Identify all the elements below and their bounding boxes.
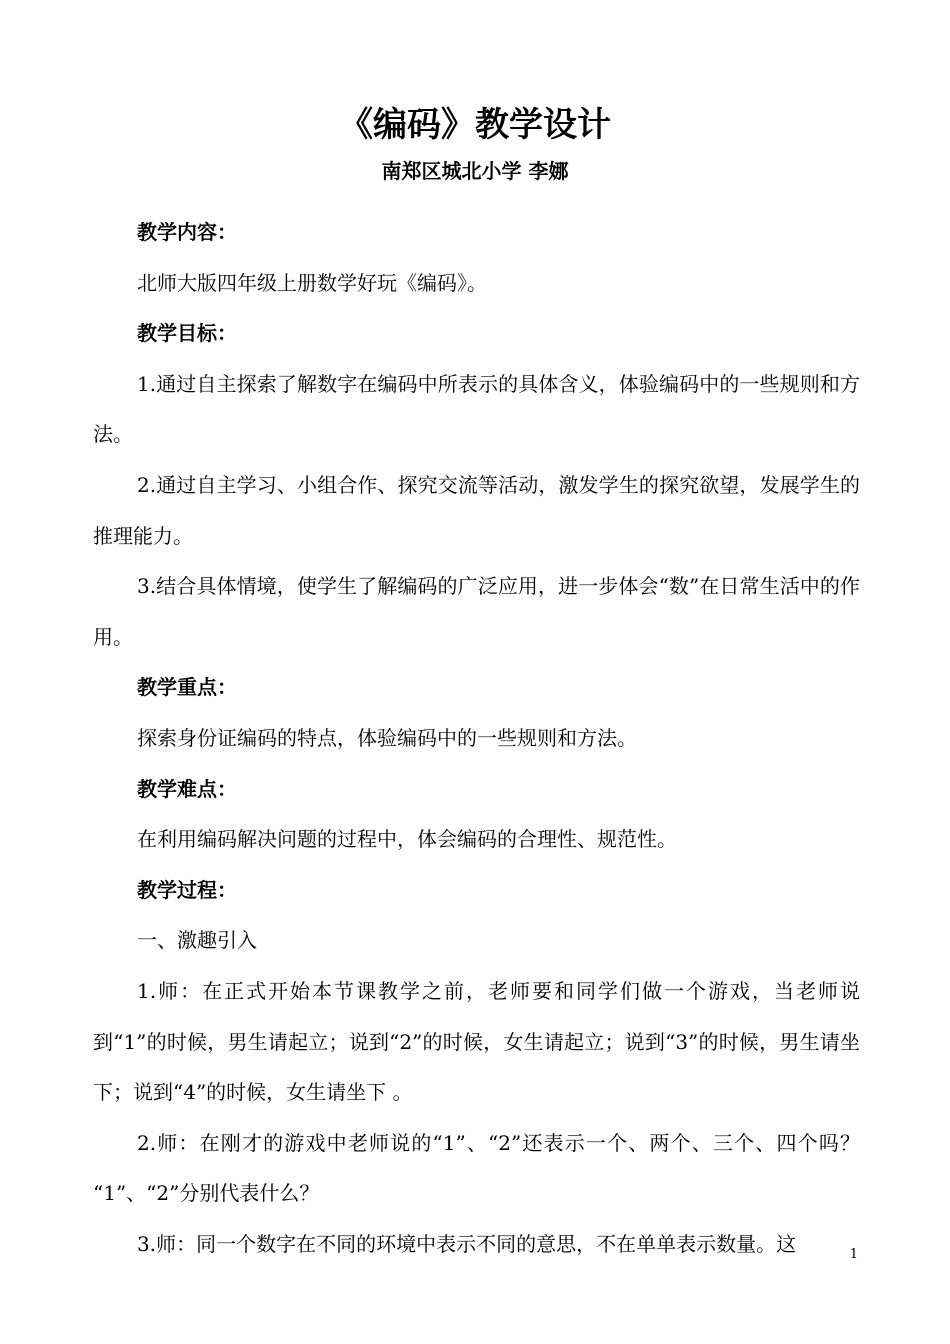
paragraph: 探索身份证编码的特点，体验编码中的一些规则和方法。 — [137, 725, 637, 750]
paragraph: 北师大版四年级上册数学好玩《编码》。 — [137, 270, 487, 295]
paragraph: 2.通过自主学习、小组合作、探究交流等活动，激发学生的探究欲望，发展学生的推理能力。 — [93, 472, 860, 548]
paragraph: 3.师：同一个数字在不同的环境中表示不同的意思，不在单单表示数量。这 — [137, 1231, 797, 1256]
section-heading: 教学内容： — [137, 220, 237, 244]
document-body — [93, 207, 860, 1269]
paragraph: 3.结合具体情境，使学生了解编码的广泛应用，进一步体会“数”在日常生活中的作用。 — [93, 574, 860, 649]
paragraph: 2.师：在刚才的游戏中老师说的“1”、“2”还表示一个、两个、三个、四个吗？ “1”、“2”分别代表什么？ — [93, 1130, 860, 1206]
paragraph: 一、激趣引入 — [137, 928, 257, 953]
document-author-line: 南郑区城北小学 李娜 — [381, 159, 569, 183]
section-heading: 教学过程： — [137, 877, 237, 902]
paragraph: 1.师：在正式开始本节课教学之前，老师要和同学们做一个游戏，当老师说到“1”的时候，男生请起立；说到“2”的时候，女生请起立；说到“3”的时候，男生请坐下；说到“4”的时候，女生请坐下 。 — [93, 978, 860, 1105]
section-heading: 教学重点： — [137, 675, 237, 700]
paragraph: 在利用编码解决问题的过程中，体会编码的合理性、规范性。 — [137, 827, 677, 852]
paragraph: 1.通过自主探索了解数字在编码中所表示的具体含义，体验编码中的一些规则和方法。 — [93, 371, 860, 447]
section-heading: 教学目标： — [137, 321, 237, 346]
page-number: 1 — [849, 1247, 858, 1262]
section-heading: 教学难点： — [137, 776, 237, 801]
document-title: 《编码》教学设计 — [339, 105, 611, 145]
